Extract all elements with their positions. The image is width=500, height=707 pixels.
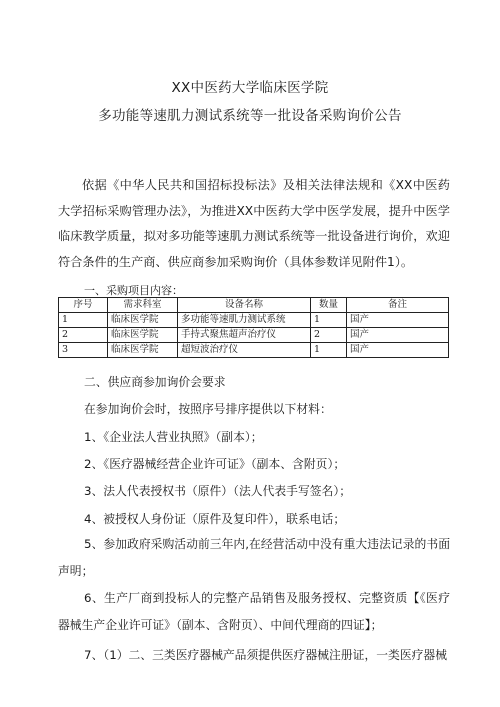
- cell-remark: 国产: [347, 343, 449, 358]
- requirement-item: 1、《企业法人营业执照》（副本）；: [84, 430, 263, 444]
- document-title-line2: 多功能等速肌力测试系统等一批设备采购询价公告: [98, 108, 402, 124]
- cell-department: 临床医学院: [108, 343, 178, 358]
- requirement-item: 5、参加政府采购活动前三年内,在经营活动中没有重大违法记录的书面声明；: [58, 537, 450, 578]
- section-heading-procurement: 一、采购项目内容：: [84, 284, 183, 297]
- requirements-lead: 在参加询价会时，按照序号排序提供以下材料：: [84, 402, 332, 416]
- header-remark: 备注: [347, 298, 449, 313]
- cell-equipment: 超短波治疗仪: [178, 343, 311, 358]
- cell-serial: 3: [59, 343, 108, 358]
- requirement-item: 7、（1）二、三类医疗器械产品须提供医疗器械注册证，一类医疗器械: [84, 648, 448, 662]
- table-header-row: [59, 298, 449, 313]
- cell-equipment: 多功能等速肌力测试系统: [178, 313, 311, 328]
- header-quantity: 数量: [311, 298, 347, 313]
- document-title-line1: XX中医药大学临床医学院: [171, 80, 329, 96]
- cell-remark: 国产: [347, 328, 449, 343]
- header-equipment: 设备名称: [178, 298, 311, 313]
- cell-department: 临床医学院: [108, 328, 178, 343]
- cell-quantity: 2: [311, 328, 347, 343]
- cell-department: 临床医学院: [108, 313, 178, 328]
- requirement-item: 6、生产厂商到投标人的完整产品销售及服务授权、完整资质【《医疗器械生产企业许可证》（副本、含附页）、中间代理商的四证】；: [58, 591, 450, 632]
- requirement-item: 4、被授权人身份证（原件及复印件），联系电话；: [84, 512, 346, 526]
- table-row: [59, 313, 449, 328]
- cell-serial: 1: [59, 313, 108, 328]
- section-heading-requirements: 二、供应商参加询价会要求: [84, 375, 226, 389]
- requirement-item: 2、《医疗器械经营企业许可证》（副本、含附页）；: [84, 457, 346, 471]
- header-department: 需求科室: [108, 298, 178, 313]
- intro-paragraph: 依据《中华人民共和国招标投标法》及相关法律法规和《XX中医药大学招标采购管理办法》，为推进XX中医药大学中医学发展，提升中医学临床教学质量，拟对多功能等速肌力测试系统等一批设备进行询价，欢迎符合条件的生产商、供应商参加采购询价（具体参数详见附件1）。: [58, 178, 450, 269]
- cell-quantity: 1: [311, 313, 347, 328]
- table-row: [59, 343, 449, 358]
- procurement-table: [58, 297, 449, 358]
- cell-serial: 2: [59, 328, 108, 343]
- table-row: [59, 328, 449, 343]
- header-serial: 序号: [59, 298, 108, 313]
- requirement-item: 3、法人代表授权书（原件）（法人代表手写签名）；: [84, 484, 352, 498]
- cell-remark: 国产: [347, 313, 449, 328]
- cell-quantity: 1: [311, 343, 347, 358]
- cell-equipment: 手持式聚焦超声治疗仪: [178, 328, 311, 343]
